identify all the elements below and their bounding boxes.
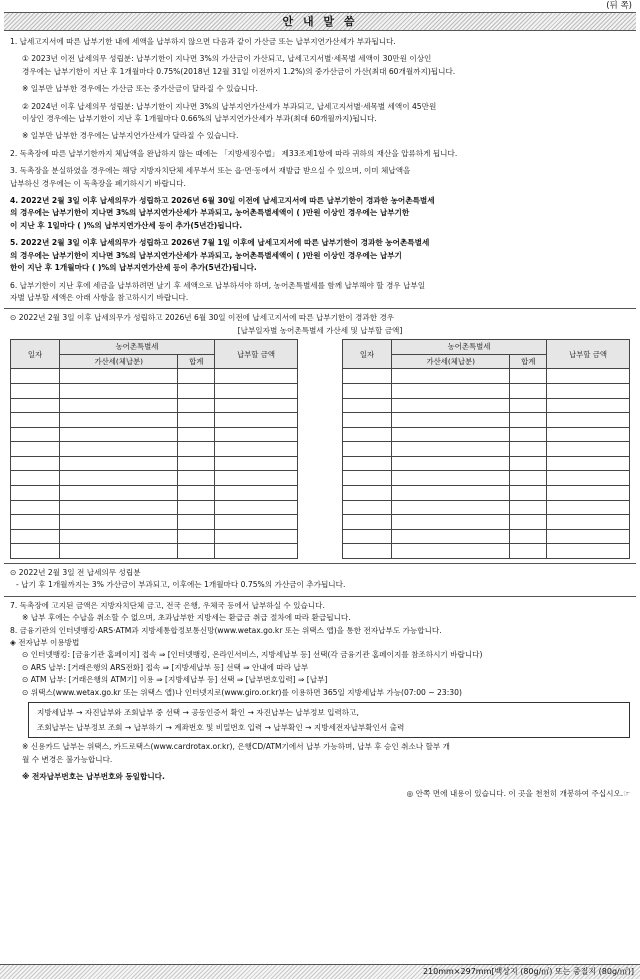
table-cell: [11, 529, 60, 544]
table-cell: [343, 427, 392, 442]
table-cell: [178, 544, 215, 559]
table-cell: [11, 515, 60, 530]
epay-atm: ⊙ ATM 납부: [거래은행의 ATM기] 이용 ⇒ [지방세납부 등] 선택 ⇒ [납부번호입력] ⇒ [납부]: [22, 675, 328, 685]
flow-line1: 지방세납부 → 자진납부와 조회납부 중 선택 → 공동인증서 확인 → 자진납부는 납부정보 입력하고,: [37, 708, 359, 718]
table-cell: [547, 529, 630, 544]
table-cell: [510, 544, 547, 559]
table-cell: [547, 544, 630, 559]
table-cell: [392, 413, 510, 428]
table-cell: [343, 515, 392, 530]
table-cell: [343, 500, 392, 515]
table-cell: [547, 427, 630, 442]
table-cell: [215, 471, 298, 486]
col-amount: 납부할 금액: [547, 340, 630, 369]
table-cell: [343, 442, 392, 457]
table-row: [11, 427, 298, 442]
table-cell: [60, 529, 178, 544]
para-4-line2: 의 경우에는 납부기한이 지나면 3%의 납부지연가산세가 부과되고, 농어촌특별세액이 ( )만원 이상인 경우에는 납부기한: [10, 208, 410, 218]
table-cell: [343, 486, 392, 501]
table-cell: [60, 442, 178, 457]
table-row: [343, 383, 630, 398]
table-cell: [343, 413, 392, 428]
table-row: [11, 471, 298, 486]
payment-flow-box: [28, 702, 630, 738]
divider: [4, 563, 636, 564]
table-cell: [215, 427, 298, 442]
divider: [4, 308, 636, 309]
fee-tables: [4, 339, 636, 559]
table-cell: [392, 486, 510, 501]
table-row: [343, 398, 630, 413]
table-row: [343, 471, 630, 486]
table-cell: [178, 413, 215, 428]
table-cell: [392, 398, 510, 413]
col-amount: 납부할 금액: [215, 340, 298, 369]
para-5-line2: 의 경우에는 납부기한이 지나면 3%의 납부지연가산세가 부과되고, 농어촌특별세액이 ( )만원 이상인 경우에는 납부기: [10, 250, 402, 260]
table-cell: [178, 486, 215, 501]
table-cell: [215, 529, 298, 544]
table-cell: [392, 544, 510, 559]
table-cell: [547, 398, 630, 413]
table-row: [11, 515, 298, 530]
table-cell: [60, 456, 178, 471]
table-cell: [178, 471, 215, 486]
table-row: [11, 383, 298, 398]
table-row: [343, 486, 630, 501]
table-cell: [510, 413, 547, 428]
table-cell: [392, 529, 510, 544]
table-cell: [510, 500, 547, 515]
table-cell: [178, 427, 215, 442]
para-5-line1: 5. 2022년 2월 3일 이후 납세의무가 성립하고 2026년 7월 1일 이후에 납세고지서에 따른 납부기한이 경과한 농어촌특별세: [10, 238, 430, 248]
para-8: 8. 금융기관의 인터넷뱅킹·ARS·ATM과 지방세통합정보통신망(www.wetax.go.kr 또는 위택스 앱)을 통한 전자납부도 가능합니다.: [10, 625, 442, 635]
table-row: [343, 413, 630, 428]
open-instruction: ◎ 안쪽 면에 내용이 있습니다. 이 곳을 천천히 개봉하여 주십시오.☞: [406, 789, 630, 799]
table-cell: [60, 500, 178, 515]
table-row: [11, 456, 298, 471]
col-penalty: 가산세(체납분): [60, 354, 178, 369]
table-cell: [547, 515, 630, 530]
table-cell: [178, 383, 215, 398]
table-row: [11, 486, 298, 501]
table-cell: [547, 486, 630, 501]
table-cell: [392, 456, 510, 471]
table-row: [343, 529, 630, 544]
table-cell: [215, 500, 298, 515]
col-rural-tax: 농어촌특별세: [392, 340, 547, 355]
banner-title: 안 내 말 씀: [4, 12, 636, 31]
table-cell: [178, 398, 215, 413]
table-cell: [510, 398, 547, 413]
table-cell: [510, 383, 547, 398]
table-cell: [392, 500, 510, 515]
para-1-b-note: ※ 일부만 납부한 경우에는 납부지연가산세가 달라질 수 있습니다.: [22, 131, 239, 141]
col-total: 합계: [510, 354, 547, 369]
para-5-line3: 한이 지난 후 1개월마다 ( )%의 납부지연가산세 등이 추가(5년간)됩니다.: [10, 263, 257, 273]
col-date: 일자: [343, 340, 392, 369]
before-heading: ⊙ 2022년 2월 3일 전 납세의무 성립분: [10, 568, 141, 578]
col-penalty: 가산세(체납분): [392, 354, 510, 369]
para-7: 7. 독촉장에 고지된 금액은 지방자치단체 금고, 전국 은행, 우체국 등에서 납부하실 수 있습니다.: [10, 600, 325, 610]
table-cell: [510, 442, 547, 457]
table-cell: [60, 486, 178, 501]
table-row: [11, 442, 298, 457]
table-row: [343, 500, 630, 515]
table-cell: [11, 544, 60, 559]
para-1-a-note: ※ 일부만 납부한 경우에는 가산금 또는 중가산금이 달라질 수 있습니다.: [22, 84, 258, 94]
table-cell: [392, 471, 510, 486]
para-1-b-line2: 이상인 경우에는 납부기한이 지난 후 1개월마다 0.66%의 납부지연가산세가 부과(최대 60개월까지)됩니다.: [22, 114, 377, 124]
table-row: [343, 442, 630, 457]
table-row: [11, 529, 298, 544]
table-cell: [343, 383, 392, 398]
table-cell: [510, 486, 547, 501]
table-cell: [215, 456, 298, 471]
table-row: [343, 369, 630, 384]
fee-table-right: [342, 339, 630, 559]
table-cell: [343, 398, 392, 413]
before-text: - 납기 후 1개월까지는 3% 가산금이 부과되고, 이후에는 1개월마다 0.75%의 가산금이 추가됩니다.: [16, 580, 346, 590]
epay-ars: ⊙ ARS 납부: [거래은행의 ARS전화] 접속 ⇒ [지방세납부 등] 선택 ⇒ 안내에 따라 납부: [22, 662, 309, 672]
table-cell: [11, 442, 60, 457]
table-cell: [547, 456, 630, 471]
epay-wetax: ⊙ 위택스(www.wetax.go.kr 또는 위택스 앱)나 인터넷지로(www.giro.or.kr)를 이용하면 365일 지방세납부 가능(07:00 ~ 23:30): [22, 687, 462, 697]
para-3-line1: 3. 독촉장을 분실하였을 경우에는 해당 지방자치단체 세무부서 또는 읍·면·동에서 재발급 받으실 수 있으며, 이미 체납액을: [10, 166, 411, 176]
table-cell: [178, 456, 215, 471]
table-cell: [60, 413, 178, 428]
table-subheading: [납부일자별 농어촌특별세 가산세 및 납부할 금액]: [237, 325, 403, 335]
table-cell: [11, 427, 60, 442]
para-7-note: ※ 납부 후에는 수납을 취소할 수 없으며, 초과납부한 지방세는 환급금 취급 절차에 따라 환급됩니다.: [22, 613, 351, 623]
para-6-line2: 자별 납부할 세액은 아래 사항을 참고하시기 바랍니다.: [10, 292, 189, 302]
table-row: [11, 413, 298, 428]
table-cell: [60, 427, 178, 442]
table-cell: [11, 398, 60, 413]
para-2: 2. 독촉장에 따른 납부기한까지 체납액을 완납하지 않는 때에는 「지방세징수법」 제33조제1항에 따라 귀하의 재산을 압류하게 됩니다.: [10, 148, 458, 158]
table-cell: [547, 383, 630, 398]
table-cell: [215, 369, 298, 384]
table-row: [343, 544, 630, 559]
table-cell: [215, 413, 298, 428]
table-cell: [60, 471, 178, 486]
table-cell: [547, 500, 630, 515]
table-cell: [215, 442, 298, 457]
para-1: 1. 납세고지서에 따른 납부기한 내에 세액을 납부하지 않으면 다음과 같이 가산금 또는 납부지연가산세가 부과됩니다.: [10, 37, 396, 46]
col-rural-tax: 농어촌특별세: [60, 340, 215, 355]
table-cell: [178, 529, 215, 544]
table-cell: [11, 456, 60, 471]
table-heading: ⊙ 2022년 2월 3일 이후 납세의무가 성립하고 2026년 6월 30일 이전에 납세고지서에 따른 납부기한이 경과한 경우: [10, 313, 395, 323]
table-cell: [215, 383, 298, 398]
table-cell: [392, 369, 510, 384]
card-note-line1: ※ 신용카드 납부는 위택스, 카드로택스(www.cardrotax.or.kr), 은행CD/ATM기에서 납부 가능하며, 납부 후 승인 취소나 할부 개: [22, 742, 450, 752]
table-cell: [60, 369, 178, 384]
card-note-line2: 월 수 변경은 불가능합니다.: [22, 754, 113, 764]
table-row: [11, 369, 298, 384]
epay-heading: ◈ 전자납부 이용방법: [10, 638, 80, 648]
table-cell: [215, 544, 298, 559]
table-cell: [178, 442, 215, 457]
table-cell: [60, 544, 178, 559]
table-cell: [215, 486, 298, 501]
table-cell: [178, 515, 215, 530]
fee-table-left: [10, 339, 298, 559]
para-6-line1: 6. 납부기한이 지난 후에 세금을 납부하려면 날기 후 세액으로 납부하셔야 하며, 농어촌특별세를 함께 납부해야 할 경우 납부일: [10, 280, 426, 290]
table-cell: [11, 500, 60, 515]
para-1-b-line1: ② 2024년 이후 납세의무 성립분: 납부기한이 지나면 3%의 납부지연가산세가 부과되고, 납세고지서별·세목별 세액이 45만원: [22, 101, 437, 111]
table-cell: [547, 442, 630, 457]
para-3-line2: 납부하신 경우에는 이 독촉장을 폐기하시기 바랍니다.: [10, 178, 186, 188]
col-total: 합계: [178, 354, 215, 369]
table-cell: [510, 471, 547, 486]
table-cell: [510, 515, 547, 530]
table-cell: [547, 369, 630, 384]
table-cell: [11, 413, 60, 428]
table-cell: [392, 442, 510, 457]
table-cell: [547, 413, 630, 428]
table-row: [11, 398, 298, 413]
table-cell: [343, 456, 392, 471]
col-date: 일자: [11, 340, 60, 369]
table-cell: [178, 369, 215, 384]
paper-spec-footer: 210mm×297mm[백상지 (80g/㎡) 또는 중질지 (80g/㎡)]: [0, 964, 640, 979]
divider: [4, 596, 636, 597]
table-cell: [343, 471, 392, 486]
table-cell: [392, 383, 510, 398]
para-4-line3: 이 지난 후 1일마다 ( )%의 납부지연가산세 등이 추가(5년간)됩니다.: [10, 220, 243, 230]
table-cell: [60, 383, 178, 398]
table-cell: [11, 471, 60, 486]
table-cell: [178, 500, 215, 515]
table-cell: [510, 427, 547, 442]
table-cell: [60, 515, 178, 530]
table-cell: [392, 427, 510, 442]
table-cell: [510, 529, 547, 544]
notice-page: [4, 0, 636, 801]
e-number-note: ※ 전자납부번호는 납부번호와 동일합니다.: [22, 771, 165, 781]
table-cell: [11, 369, 60, 384]
table-cell: [215, 515, 298, 530]
table-cell: [343, 544, 392, 559]
table-cell: [510, 369, 547, 384]
epay-internet: ⊙ 인터넷뱅킹: [금융기관 홈페이지] 접속 ⇒ [인터넷뱅킹, 온라인서비스, 지방세납부 등] 선택(각 금융기관 홈페이지를 참조하시기 바랍니다): [22, 650, 483, 660]
table-cell: [11, 383, 60, 398]
table-cell: [392, 515, 510, 530]
table-cell: [11, 486, 60, 501]
table-row: [11, 544, 298, 559]
table-cell: [343, 529, 392, 544]
table-cell: [510, 456, 547, 471]
table-cell: [215, 398, 298, 413]
para-4-line1: 4. 2022년 2월 3일 이후 납세의무가 성립하고 2026년 6월 30일 이전에 납세고지서에 따른 납부기한이 경과한 농어촌특별세: [10, 196, 435, 206]
table-cell: [343, 369, 392, 384]
page-side-note: (뒤 쪽): [606, 1, 632, 11]
table-row: [343, 427, 630, 442]
table-row: [343, 515, 630, 530]
table-cell: [60, 398, 178, 413]
table-cell: [547, 471, 630, 486]
para-1-a-line2: 경우에는 납부기한이 지난 후 1개월마다 0.75%(2018년 12월 31일 이전까지 1.2%)의 중가산금이 가산(최대 60개월까지)됩니다.: [22, 66, 456, 76]
table-row: [343, 456, 630, 471]
table-row: [11, 500, 298, 515]
flow-line2: 조회납부는 납부정보 조회 → 납부하기 → 계좌번호 및 비밀번호 입력 → 납부확인 → 지방세전자납부확인서 출력: [37, 723, 405, 733]
para-1-a-line1: ① 2023년 이전 납세의무 성립분: 납부기한이 지나면 3%의 가산금이 가산되고, 납세고지서별·세목별 세액이 30만원 이상인: [22, 54, 432, 64]
